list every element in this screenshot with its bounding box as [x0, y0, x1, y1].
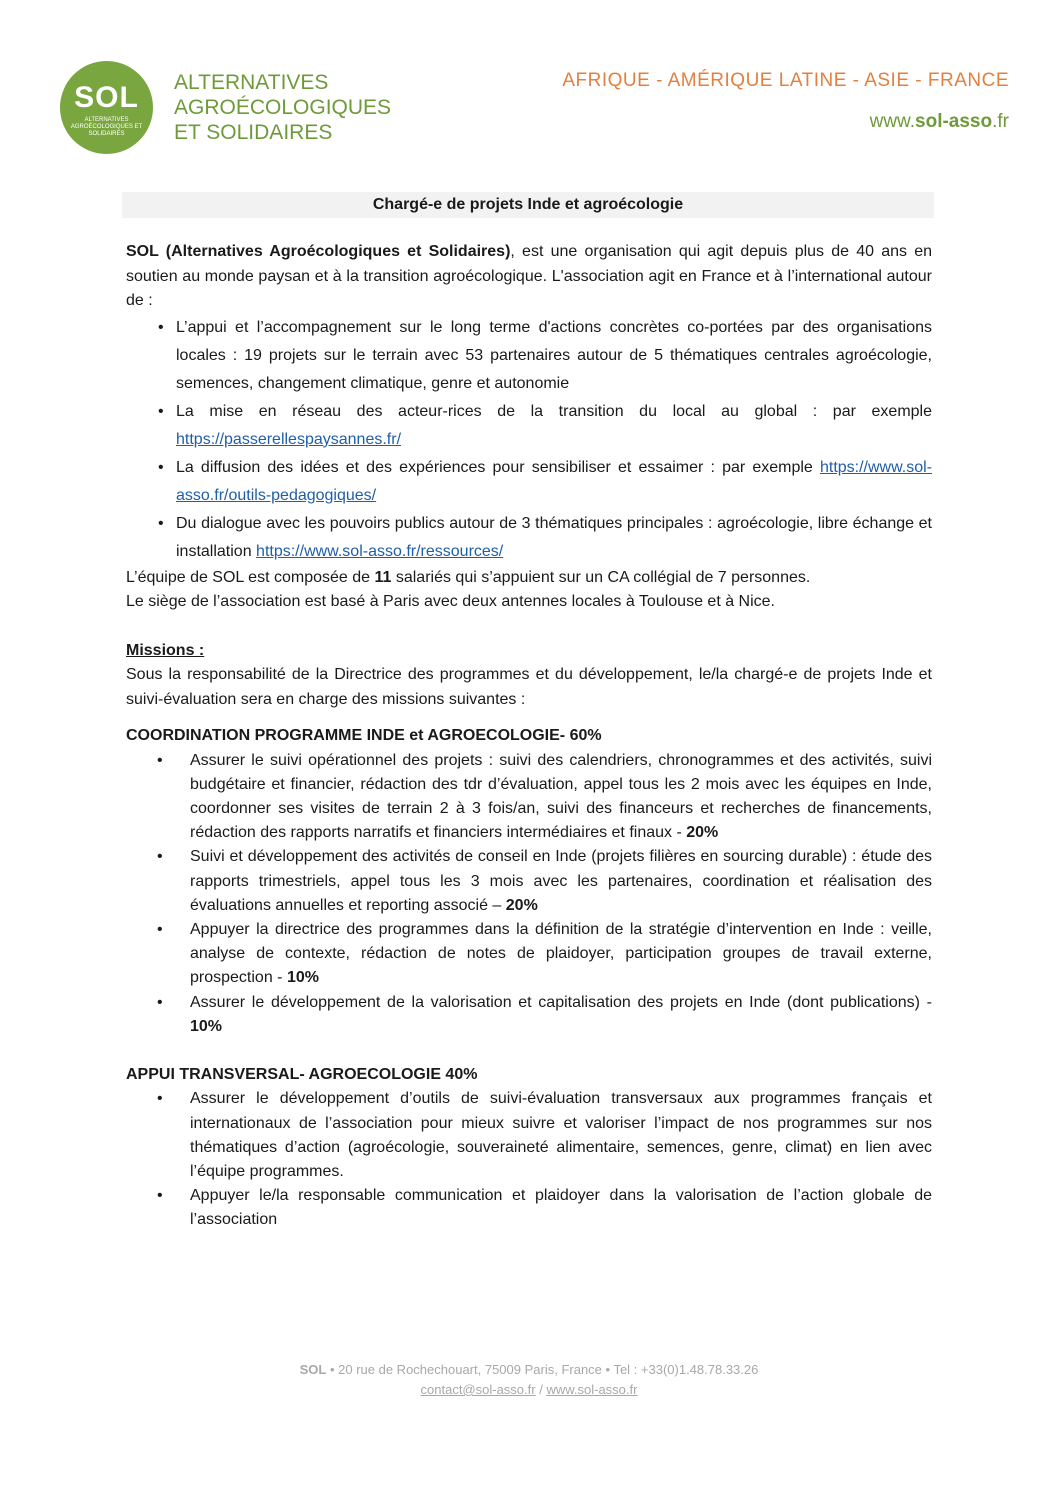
intro-text: , est une organisation qui agit depuis plus de 40 ans en soutien au monde paysan et à la transition agroécologique. L'association agit en France et à l’international autour de : — [126, 243, 933, 309]
list-item — [126, 510, 932, 566]
action-text: Du dialogue avec les pouvoirs publics autour de 3 thématiques principales : agroécologie, libre échange et installation — [176, 514, 932, 560]
footer-address: • 20 rue de Rochechouart, 75009 Paris, France • Tel : +33(0)1.48.78.33.26 — [326, 1362, 759, 1377]
site-main: sol-asso — [915, 111, 993, 132]
header-website[interactable] — [870, 111, 1009, 133]
mission-text: Assurer le développement d’outils de suivi-évaluation transversaux aux programmes français et internationaux de l’association pour mieux suivre et valoriser l’impact de nos programmes sur nos thématiques d’action (agroécologie, souveraineté alimentaire, semences, genre, climat) en lien avec l’équipe programmes. — [190, 1090, 932, 1181]
footer-email-link[interactable]: contact@sol-asso.fr — [420, 1382, 536, 1397]
mission-percent: 10% — [190, 1017, 223, 1035]
list-item — [126, 398, 932, 454]
mission-text: Suivi et développement des activités de conseil en Inde (projets filières en sourcing durable) : étude des rapports trimestriels, appel tous les 3 mois avec les partenaires, coordination et réalisation des évaluations annuelles et reporting associé – — [190, 848, 932, 914]
logo-subtext: ALTERNATIVES AGROÉCOLOGIQUES ET SOLIDAIRES — [70, 117, 143, 137]
passerelles-link[interactable]: https://passerellespaysannes.fr/ — [176, 430, 402, 448]
team-paragraph — [126, 566, 932, 591]
section-coordination-heading: COORDINATION PROGRAMME INDE et AGROECOLOGIE- 60% — [126, 727, 602, 744]
brand-line: ET SOLIDAIRES — [174, 121, 333, 144]
footer-website-link[interactable]: www.sol-asso.fr — [546, 1382, 638, 1397]
intro-org-name: SOL (Alternatives Agroécologiques et Solidaires) — [126, 243, 511, 260]
list-item — [126, 749, 932, 846]
mission-text: Assurer le développement de la valorisation et capitalisation des projets en Inde (dont publications) - — [190, 993, 932, 1011]
brand-line: ALTERNATIVES — [174, 71, 329, 94]
regions-tagline: AFRIQUE - AMÉRIQUE LATINE - ASIE - FRANCE — [562, 70, 1009, 91]
list-item — [126, 845, 932, 918]
missions-heading — [126, 639, 932, 664]
list-item — [126, 314, 932, 398]
mission-percent: 20% — [505, 896, 538, 914]
list-item — [126, 991, 932, 1039]
footer-separator: / — [535, 1382, 547, 1397]
missions-heading-text: Missions : — [126, 641, 205, 659]
brand-line: AGROÉCOLOGIQUES — [174, 96, 392, 119]
list-item — [126, 1184, 932, 1232]
list-item — [126, 454, 932, 510]
team-count: 11 — [374, 568, 392, 586]
site-suffix: .fr — [992, 111, 1009, 132]
footer-org: SOL — [299, 1362, 327, 1377]
list-item — [126, 1087, 932, 1184]
list-item — [126, 918, 932, 991]
team-text-end: salariés qui s’appuient sur un CA collégial de 7 personnes. — [391, 568, 811, 586]
mission-percent: 10% — [286, 969, 319, 987]
mission-text: Appuyer la directrice des programmes dans la définition de la stratégie d’intervention en Inde : veille, analyse de contexte, rédaction de notes de plaidoyer, participation groupes de travail externe, prospection - — [190, 920, 932, 987]
mission-text: Appuyer le/la responsable communication et plaidoyer dans la valorisation de l’action globale de l’association — [190, 1187, 932, 1229]
transversal-list — [126, 1087, 932, 1232]
siege-paragraph: Le siège de l’association est basé à Paris avec deux antennes locales à Toulouse et à Nice. — [126, 593, 775, 610]
team-text: L’équipe de SOL est composée de — [126, 568, 375, 586]
action-text: L’appui et l’accompagnement sur le long terme d'actions concrètes co-portées par des organisations locales : 19 projets sur le terrain avec 53 partenaires autour de 5 thématiques centrales agroécologie, semences, changement climatique, genre et autonomie — [176, 318, 932, 392]
action-text: La diffusion des idées et des expériences pour sensibiliser et essaimer : par exemple — [176, 458, 820, 476]
intro-paragraph — [126, 240, 932, 314]
section-transversal-heading: APPUI TRANSVERSAL- AGROECOLOGIE 40% — [126, 1065, 478, 1083]
logo-text: SOL — [74, 81, 139, 114]
footer-address-line — [0, 1360, 1058, 1380]
page-footer — [0, 1360, 1058, 1400]
coordination-list — [126, 749, 932, 1039]
document-body — [126, 240, 932, 1233]
footer-links-line — [0, 1380, 1058, 1400]
mission-text: Assurer le suivi opérationnel des projets : suivi des calendriers, chronogrammes et des activités, suivi budgétaire et financier, rédaction des tdr d’évaluation, appel tous les 2 mois avec les équipes en Inde, coordonner ses visites de terrain 2 à 3 fois/an, suivi des financeurs et recherches de financements, rédaction des rapports narratifs et financiers intermédiaires et finaux - — [190, 751, 932, 842]
document-title: Chargé-e de projets Inde et agroécologie — [122, 192, 934, 218]
actions-list — [126, 314, 932, 566]
outils-pedagogiques-link[interactable]: https://www.sol-asso.fr/outils-pedagogiques/ — [176, 458, 932, 504]
ressources-link[interactable]: https://www.sol-asso.fr/ressources/ — [256, 542, 504, 560]
action-text: La mise en réseau des acteur-rices de la transition du local au global : par exemple — [176, 402, 932, 420]
missions-intro: Sous la responsabilité de la Directrice des programmes et du développement, le/la chargé-e de projets Inde et suivi-évaluation sera en charge des missions suivantes : — [126, 666, 932, 708]
logo — [60, 61, 153, 154]
mission-percent: 20% — [686, 824, 719, 842]
site-prefix: www. — [869, 111, 916, 132]
brand-name — [174, 70, 391, 145]
